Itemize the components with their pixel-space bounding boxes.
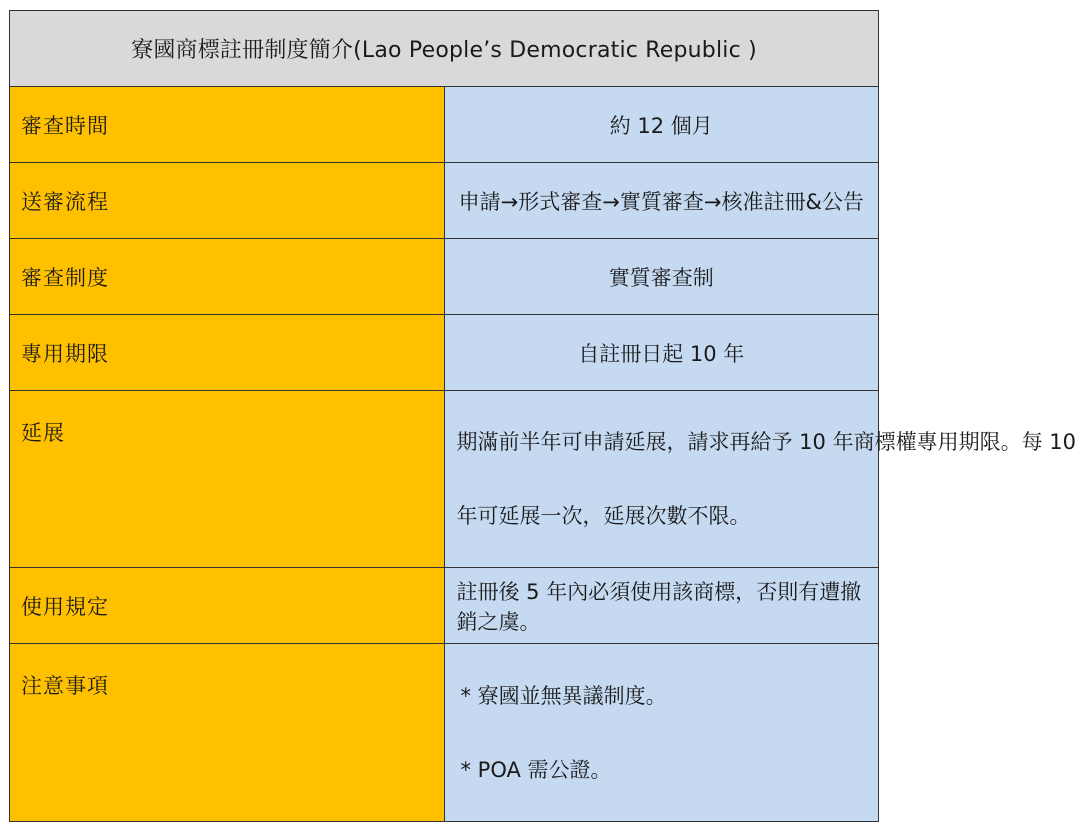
row-value: 約 12 個月 xyxy=(444,87,879,163)
renewal-text-line: 年可延展一次，延展次數不限。 xyxy=(456,504,751,528)
table-row-examination-system xyxy=(10,239,879,315)
note-item: * POA 需公證。 xyxy=(460,757,612,782)
row-label: 使用規定 xyxy=(10,568,445,644)
trademark-info-table-container xyxy=(9,10,1076,782)
table-title-row xyxy=(10,11,879,87)
row-label: 注意事項 xyxy=(10,644,445,822)
row-value xyxy=(444,644,879,822)
table-row-exclusive-period xyxy=(10,315,879,391)
row-value: 註冊後 5 年內必須使用該商標，否則有遭撤銷之虞。 xyxy=(444,568,879,644)
table-row-examination-time xyxy=(10,87,879,163)
table-row-renewal xyxy=(10,391,879,568)
renewal-text-line: 期滿前半年可申請延展，請求再給予 10 年商標權專用期限。每 10 xyxy=(456,430,1076,454)
row-value xyxy=(444,391,1076,568)
row-label: 審查時間 xyxy=(10,87,445,163)
row-value: 申請→形式審查→實質審查→核准註冊&公告 xyxy=(444,163,879,239)
row-label: 審查制度 xyxy=(10,239,445,315)
table-row-process xyxy=(10,163,879,239)
table-title: 寮國商標註冊制度簡介(Lao People’s Democratic Republic ) xyxy=(10,11,879,87)
row-value: 實質審查制 xyxy=(444,239,879,315)
row-label: 送審流程 xyxy=(10,163,445,239)
row-label: 專用期限 xyxy=(10,315,445,391)
table-row-notes xyxy=(10,644,879,822)
table-row-usage-rules xyxy=(10,568,879,644)
note-item: * 寮國並無異議制度。 xyxy=(460,683,667,708)
row-value: 自註冊日起 10 年 xyxy=(444,315,879,391)
row-label: 延展 xyxy=(10,391,445,568)
trademark-info-table xyxy=(9,10,1076,822)
